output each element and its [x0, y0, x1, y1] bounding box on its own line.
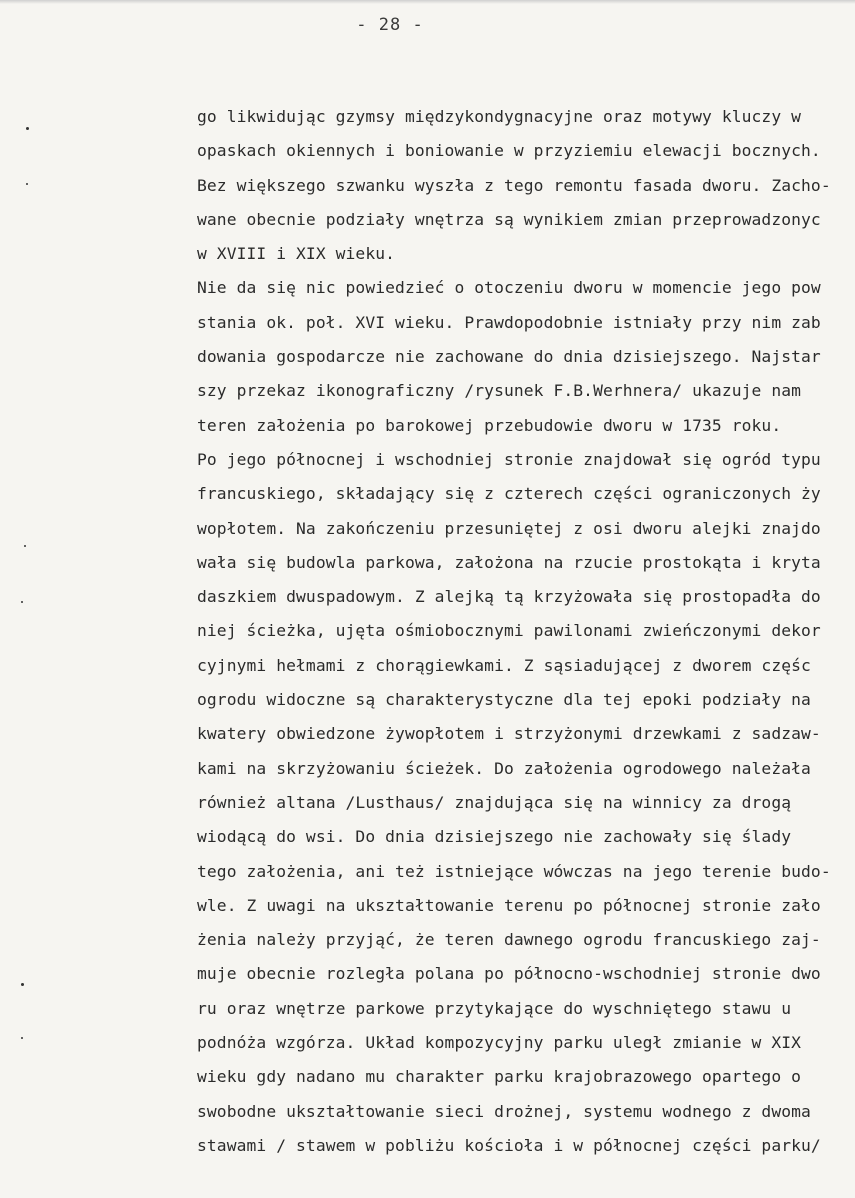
text-line: wopłotem. Na zakończeniu przesuniętej z osi dworu alejki znajdo — [197, 518, 821, 538]
text-line: Bez większego szwanku wyszła z tego remontu fasada dworu. Zacho- — [197, 175, 831, 195]
text-line: ru oraz wnętrze parkowe przytykające do wyschniętego stawu u — [197, 998, 792, 1018]
text-line: wieku gdy nadano mu charakter parku krajobrazowego opartego o — [197, 1067, 802, 1087]
text-line: w XVIII i XIX wieku. — [197, 244, 396, 264]
text-line: dowania gospodarcze nie zachowane do dnia dzisiejszego. Najstar — [197, 347, 821, 367]
text-line: wiodącą do wsi. Do dnia dzisiejszego nie zachowały się ślady — [197, 827, 792, 847]
text-line: żenia należy przyjąć, że teren dawnego ogrodu francuskiego zaj- — [197, 930, 821, 950]
text-line: Po jego północnej i wschodniej stronie znajdował się ogród typu — [197, 449, 821, 469]
text-line: podnóża wzgórza. Układ kompozycyjny parku uległ zmianie w XIX — [197, 1033, 802, 1053]
text-line: szy przekaz ikonograficzny /rysunek F.B.Werhnera/ ukazuje nam — [197, 381, 802, 401]
scan-edge — [0, 0, 855, 4]
text-line: go likwidując gzymsy międzykondygnacyjne oraz motywy kluczy w — [197, 107, 802, 126]
margin-speck — [21, 1037, 23, 1039]
body-text — [197, 100, 855, 1163]
text-line: wane obecnie podziały wnętrza są wynikiem zmian przeprowadzonyc — [197, 209, 821, 229]
text-line: teren założenia po barokowej przebudowie dworu w 1735 roku. — [197, 415, 782, 435]
margin-speck — [26, 127, 29, 130]
text-line: kami na skrzyżowaniu ścieżek. Do założenia ogrodowego należała — [197, 758, 811, 778]
text-line: tego założenia, ani też istniejące wówczas na jego terenie budo- — [197, 861, 831, 881]
text-line: stania ok. poł. XVI wieku. Prawdopodobnie istniały przy nim zab — [197, 312, 821, 332]
margin-speck — [21, 601, 23, 603]
text-line: stawami / stawem w pobliżu kościoła i w północnej części parku/ — [197, 1135, 821, 1155]
text-line: niej ścieżka, ujęta ośmiobocznymi pawilonami zwieńczonymi dekor — [197, 621, 821, 641]
text-line: muje obecnie rozległa polana po północno-wschodniej stronie dwo — [197, 964, 821, 984]
text-line: kwatery obwiedzone żywopłotem i strzyżonymi drzewkami z sadzaw- — [197, 724, 821, 744]
text-line: francuskiego, składający się z czterech części ograniczonych ży — [197, 484, 821, 504]
text-line: wle. Z uwagi na ukształtowanie terenu po północnej stronie zało — [197, 895, 821, 915]
text-line: daszkiem dwuspadowym. Z alejką tą krzyżowała się prostopadła do — [197, 587, 821, 607]
text-line: opaskach okiennych i boniowanie w przyziemiu elewacji bocznych. — [197, 141, 821, 161]
text-line: Nie da się nic powiedzieć o otoczeniu dworu w momencie jego pow — [197, 278, 821, 298]
text-line: ogrodu widoczne są charakterystyczne dla tej epoki podziały na — [197, 690, 811, 710]
margin-speck — [21, 983, 24, 986]
page-number: - 28 - — [356, 15, 424, 35]
text-line: również altana /Lusthaus/ znajdująca się na winnicy za drogą — [197, 792, 792, 812]
margin-speck — [24, 545, 26, 547]
margin-speck — [26, 183, 28, 185]
text-line: cyjnymi hełmami z chorągiewkami. Z sąsiadującej z dworem częśc — [197, 655, 811, 675]
text-line: wała się budowla parkowa, założona na rzucie prostokąta i kryta — [197, 552, 821, 572]
text-line: swobodne ukształtowanie sieci drożnej, systemu wodnego z dwoma — [197, 1101, 811, 1121]
